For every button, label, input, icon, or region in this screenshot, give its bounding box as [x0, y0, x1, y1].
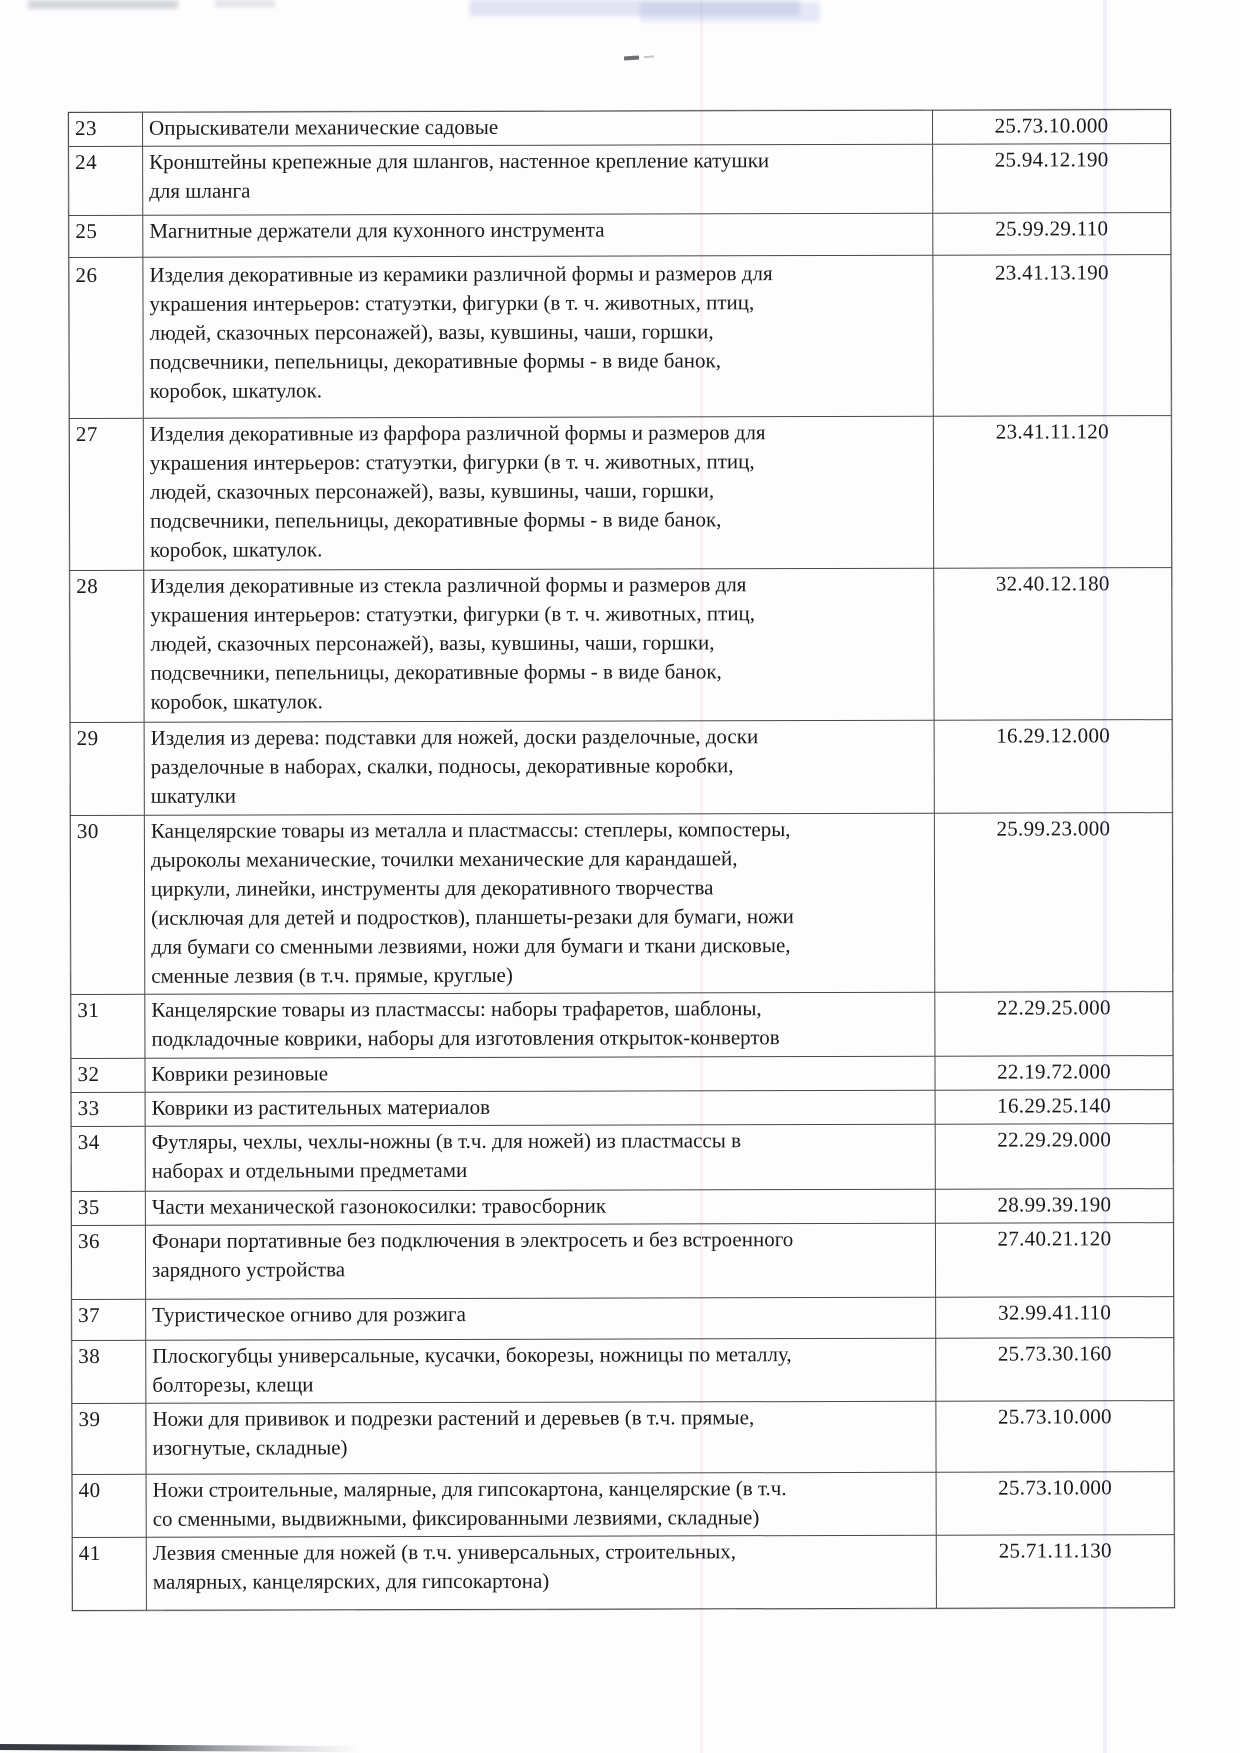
table-row	[69, 213, 1171, 258]
row-number-cell: 23	[69, 112, 143, 146]
table-row	[71, 1223, 1173, 1300]
description-cell: Части механической газонокосилки: травосборник	[145, 1189, 935, 1225]
row-number-cell: 35	[71, 1191, 145, 1225]
row-number-cell: 24	[69, 146, 143, 215]
code-cell: 25.71.11.130	[936, 1535, 1174, 1609]
description-cell: Опрыскиватели механические садовые	[143, 110, 933, 146]
table-row	[71, 1124, 1173, 1192]
description-cell: Фонари портативные без подключения в электросеть и без встроенного зарядного устройства	[145, 1223, 935, 1299]
description-cell: Кронштейны крепежные для шлангов, настенное крепление катушки для шланга	[143, 144, 933, 215]
row-number-cell: 32	[71, 1058, 145, 1092]
row-number-cell: 30	[70, 815, 144, 994]
ink-dash-artifact	[624, 55, 639, 60]
row-number-cell: 33	[71, 1092, 145, 1126]
description-cell: Лезвия сменные для ножей (в т.ч. универсальных, строительных, малярных, канцелярских, для гипсокартона)	[146, 1535, 936, 1610]
code-cell: 23.41.13.190	[933, 255, 1171, 417]
code-cell: 25.73.10.000	[936, 1472, 1174, 1536]
description-cell: Ножи для прививок и подрезки растений и деревьев (в т.ч. прямые, изогнутые, складные)	[146, 1401, 936, 1474]
table-row	[69, 110, 1171, 147]
table-row	[70, 813, 1172, 995]
goods-table-body	[69, 110, 1175, 1611]
row-number-cell: 37	[72, 1299, 146, 1340]
code-cell: 25.73.10.000	[936, 1401, 1174, 1473]
table-row	[72, 1297, 1174, 1341]
code-cell: 25.94.12.190	[933, 144, 1171, 214]
table-row	[72, 1338, 1174, 1404]
row-number-cell: 28	[70, 570, 144, 722]
description-cell: Магнитные держатели для кухонного инструмента	[143, 213, 933, 257]
goods-code-table	[68, 109, 1175, 1611]
row-number-cell: 40	[72, 1474, 146, 1537]
description-cell: Изделия декоративные из керамики различной формы и размеров для украшения интерьеров: статуэтки, фигурки (в т. ч. животных, птиц, людей, сказочных персонажей), вазы, кувшины, чаши, горшки, подсвечники, пепельницы, декоративные формы - в виде банок, коробок, шкатулок.	[143, 255, 933, 418]
code-cell: 16.29.12.000	[934, 720, 1172, 814]
description-cell: Коврики резиновые	[145, 1056, 935, 1092]
description-cell: Изделия декоративные из фарфора различной формы и размеров для украшения интерьеров: статуэтки, фигурки (в т. ч. животных, птиц, людей, сказочных персонажей), вазы, кувшины, чаши, горшки, подсвечники, пепельницы, декоративные формы - в виде банок, коробок, шкатулок.	[143, 416, 933, 570]
row-number-cell: 31	[71, 994, 145, 1058]
table-row	[70, 568, 1172, 723]
table-row	[69, 416, 1171, 571]
row-number-cell: 25	[69, 215, 143, 257]
table-row	[72, 1535, 1174, 1611]
code-cell: 25.73.30.160	[936, 1338, 1174, 1402]
table-row	[71, 992, 1173, 1059]
code-cell: 25.99.29.110	[933, 213, 1171, 256]
table-row	[70, 720, 1172, 816]
row-number-cell: 36	[71, 1225, 145, 1299]
code-cell: 22.19.72.000	[935, 1056, 1173, 1091]
row-number-cell: 38	[72, 1340, 146, 1403]
scan-edge-noise	[470, 0, 800, 16]
table-row	[72, 1472, 1174, 1538]
description-cell: Туристическое огниво для розжига	[146, 1297, 936, 1340]
code-cell: 16.29.25.140	[935, 1090, 1173, 1125]
table-row	[71, 1056, 1173, 1093]
code-cell: 25.99.23.000	[934, 813, 1172, 993]
scan-edge-noise	[640, 2, 820, 22]
row-number-cell: 26	[69, 257, 143, 418]
description-cell: Изделия из дерева: подставки для ножей, доски разделочные, доски разделочные в наборах, скалки, подносы, декоративные коробки, шкатулки	[144, 720, 934, 815]
description-cell: Ножи строительные, малярные, для гипсокартона, канцелярские (в т.ч. со сменными, выдвижными, фиксированными лезвиями, складные)	[146, 1472, 936, 1537]
code-cell: 32.40.12.180	[934, 568, 1172, 721]
row-number-cell: 41	[72, 1537, 146, 1610]
code-cell: 32.99.41.110	[936, 1297, 1174, 1339]
code-cell: 22.29.25.000	[935, 992, 1173, 1057]
code-cell: 23.41.11.120	[933, 416, 1171, 569]
scan-edge-noise	[28, 0, 178, 9]
scan-edge-bar-artifact	[0, 1744, 360, 1752]
row-number-cell: 39	[72, 1403, 146, 1474]
goods-table-container	[68, 109, 1174, 1611]
code-cell: 28.99.39.190	[935, 1189, 1173, 1224]
description-cell: Футляры, чехлы, чехлы-ножны (в т.ч. для ножей) из пластмассы в наборах и отдельными предметами	[145, 1124, 935, 1191]
row-number-cell: 27	[69, 418, 143, 570]
table-row	[71, 1090, 1173, 1127]
scan-edge-noise	[215, 0, 275, 7]
table-row	[71, 1189, 1173, 1226]
row-number-cell: 34	[71, 1126, 145, 1191]
description-cell: Плоскогубцы универсальные, кусачки, бокорезы, ножницы по металлу, болторезы, клещи	[146, 1338, 936, 1403]
table-row	[69, 144, 1171, 216]
description-cell: Изделия декоративные из стекла различной формы и размеров для украшения интерьеров: статуэтки, фигурки (в т. ч. животных, птиц, людей, сказочных персонажей), вазы, кувшины, чаши, горшки, подсвечники, пепельницы, декоративные формы - в виде банок, коробок, шкатулок.	[144, 568, 934, 722]
table-row	[72, 1401, 1174, 1475]
code-cell: 27.40.21.120	[935, 1223, 1173, 1298]
description-cell: Канцелярские товары из пластмассы: наборы трафаретов, шаблоны, подкладочные коврики, наборы для изготовления открыток-конвертов	[145, 992, 935, 1058]
table-row	[69, 255, 1171, 419]
code-cell: 22.29.29.000	[935, 1124, 1173, 1190]
code-cell: 25.73.10.000	[932, 110, 1170, 145]
description-cell: Канцелярские товары из металла и пластмассы: степлеры, компостеры, дыроколы механические, точилки механические для карандашей, циркули, линейки, инструменты для декоративного творчества (исключая для детей и подростков), планшеты-резаки для бумаги, ножи для бумаги со сменными лезвиями, ножи для бумаги и ткани дисковые, сменные лезвия (в т.ч. прямые, круглые)	[144, 813, 934, 994]
description-cell: Коврики из растительных материалов	[145, 1090, 935, 1126]
row-number-cell: 29	[70, 722, 144, 815]
